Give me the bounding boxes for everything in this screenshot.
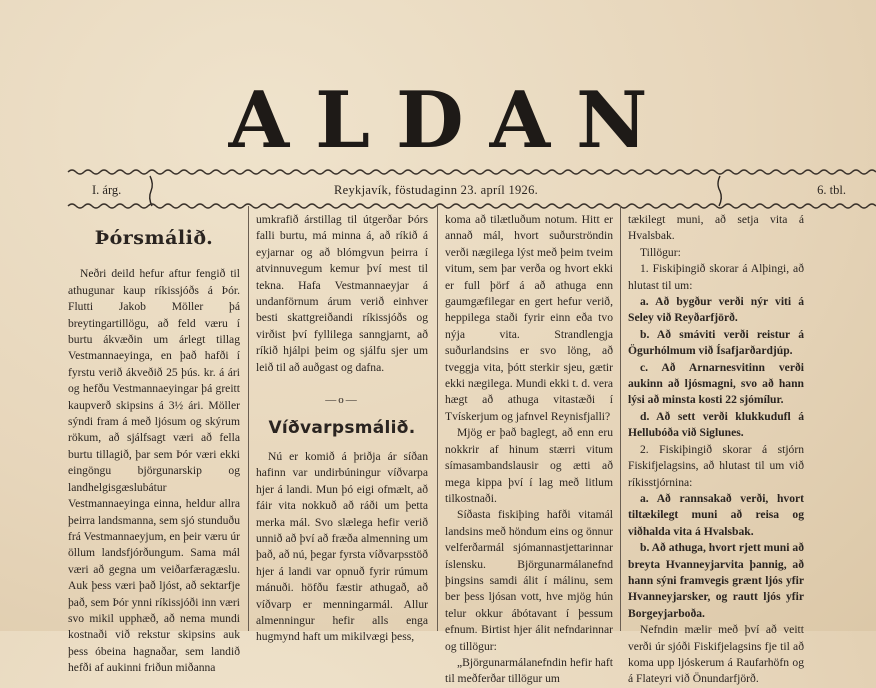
column-4 (628, 212, 804, 686)
top-wavy-rule (68, 168, 876, 176)
article-separator: —o— (325, 394, 359, 407)
proposal-2: 2. Fiskiþingið skorar á stjórn Fiskifjelagsins, að hlutast til um við ríkisstjórnina: (628, 442, 804, 489)
article-paragraph: Mjög er það baglegt, að enn eru nokkrir af hinum stærri vitum símasambandslausir og ætti að mega kippa því í lag með litlum tilkostnaði. (445, 426, 613, 505)
tillogur-subhead: Tillögur: (640, 245, 681, 259)
proposal-item: d. Að sett verði klukkudufl á Hellubóða við Siglunes. (628, 409, 804, 440)
volume-year: I. árg. (92, 183, 122, 197)
article-paragraph: koma að tilætluðum notum. Hitt er annað mál, hvort suðurströndin verði nægilega lýst með þeim tveim vitum, sem þar verða og hvort ekki er full þörf á að athuga enn gaumgæfilegar en gert hefur verið, heppilega staði fyrir einn eða tvo nýja vita. Strandlengja suðurlandsins er svo löng, að tveggja vita, þótt sterkir sjeu, gætir ekki nægilega. Mundi ekki t. d. vera hægt að athuga vitastæði í Tvískerjum og jafnvel Reynisfjalli? (445, 213, 613, 423)
article-paragraph: umkrafið árstillag til útgerðar Þórs falli burtu, má minna á, að ríkið á eyjarnar og að blómgvun þeirra í atvinnuvegum kemur því mest til tekna. Hafa Vestmannaeyjar á undanförnum árum verið einhver besti skattgreiðandi ríkissjóðs og virðist því fyllilega sanngjarnt, að ríkið hjálpi þeim og sjálfu sjer um leið til að auðgast og dafna. (256, 213, 428, 374)
column-divider-1 (248, 206, 249, 631)
column-3 (445, 212, 613, 686)
article-paragraph: Nú er komið á þriðja ár síðan hafinn var undirbúningur víðvarpa hjer á landi. Mun þó eigi ofmælt, að fáir vita nokkuð að ráði um þetta merka mál. Svo slælega hefir verið unnið að því að fræða almenning um það, að nú, þegar fyrsta víðvarpsstöð hjer á landi var opnuð fyrir rúmum mánuði. höfðu fæstir athugað, að víðvarp er menningarmál. Allur almenningur hefir alls enga hugmynd haft um mikilvægi þess, (256, 449, 428, 644)
bottom-wavy-rule (68, 202, 876, 210)
proposal-item: c. Að Arnarnesvitinn verði aukinn að ljósmagni, svo að hann lýsi að minsta kosti 22 sjómílur. (628, 360, 804, 407)
article-paragraph: „Björgunarmálanefndin hefir haft til meðferðar tillögur um (445, 655, 613, 686)
issue-number: 6. tbl. (817, 183, 846, 197)
proposal-item: a. Að bygður verði nýr viti á Seley við Reyðarfjörð. (628, 295, 804, 325)
column-1 (68, 212, 240, 675)
column-divider-3 (620, 206, 621, 631)
proposal-item: a. Að rannsakað verði, hvort tiltækilegt muni að reisa og viðhalda vita á Hvalsbak. (628, 491, 804, 538)
article-paragraph: Neðri deild hefur aftur fengið til athugunar kaup ríkissjóðs á Þór. Flutti Jakob Möller þá breytingartillögu, að feld væru í burtu ákvæðin um árlegt tillag Vestmannaeyinga, en það hafði í fyrstu verið ákveðið 25 þús. kr. á ári og hefðu Vestmannaeyingar þá greitt kaupverð skipsins á 3½ ári. Möller sýndi fram á með ljósum og skýrum rökum, að sjálfsagt væri að fella burtu tillagið, þar sem Þór væri ekki eingöngu björgunarskip og landhelgisgæslubátur Vestmannaeyinga einna, heldur allra þeirra landsmanna, sem sjó stunduðu frá Vestmannaeyjum, en þeir væru úr öllum landsfjórðungum. Sama mál væri að gegna um veiðarfæragæslu. Auk þess væri það ljóst, að sektarfje það, sem Þór ynni ríkissjóði inn væri svo mikil upphæð, að nema mundi kostnaði við rekstur skipsins auk þess óbeina hagnaðar, sem landið hefði af aukinni friðun miðanna (68, 267, 240, 675)
column-2 (256, 212, 428, 644)
proposal-1: 1. Fiskiþingið skorar á Alþingi, að hlutast til um: (628, 262, 804, 292)
article-heading-thorsmalid: Þórsmálið. (94, 227, 214, 249)
article-paragraph: Síðasta fiskiþing hafði vitamál landsins með höndum eins og önnur velferðarmál sjómannastjettarinnar íslensku. Björgunarmálanefnd þingsins samdi álit í málinu, sem ber þess ljósan vott, hve mjög hún telur okkur ábótavant í þessum efnum. Birtist hjer álit nefndarinnar og tillögur: (445, 508, 613, 653)
newspaper-masthead: ALDAN (228, 75, 674, 166)
article-paragraph: Nefndin mælir með því að veitt verði úr sjóði Fiskifjelagsins fje til að koma upp ljóskerum á Raufarhöfn og á Flateyri við Önundarfjörð. (628, 623, 804, 686)
publication-date: Reykjavík, föstudaginn 23. apríl 1926. (334, 183, 539, 197)
column-divider-2 (437, 206, 438, 631)
article-paragraph: tækilegt muni, að setja vita á Hvalsbak. (628, 213, 804, 243)
article-heading-vidvarpsmalid: Víðvarpsmálið. (268, 418, 416, 439)
proposal-item: b. Að athuga, hvort rjett muni að breyta Hvanneyjarvita þannig, að hann sýni framvegis grænt ljós yfir Hvanneyjarsker, og rautt ljós yfir Borgeyjarboða. (628, 541, 804, 620)
proposal-item: b. Að smáviti verði reistur á Ögurhólmum við Ísafjarðardjúp. (628, 327, 804, 358)
